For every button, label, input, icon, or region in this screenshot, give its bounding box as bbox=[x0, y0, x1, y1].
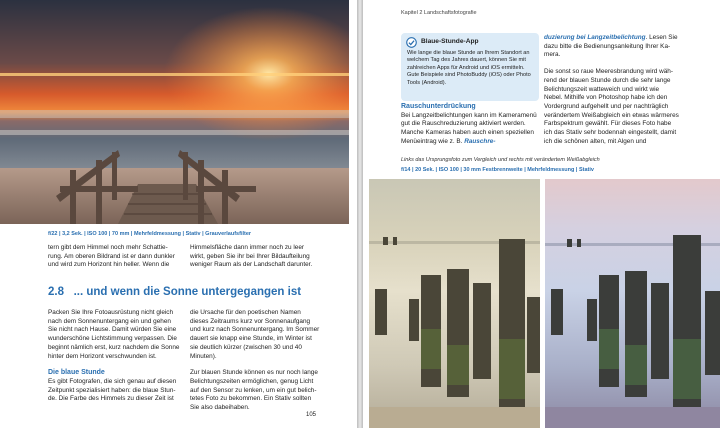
sunset-boardwalk-image bbox=[0, 0, 349, 224]
blue-hour-subheading: Die blaue Stunde bbox=[48, 369, 105, 377]
body-col-2 bbox=[190, 309, 321, 421]
intro-col-1: tern gibt dem Himmel noch mehr Schattierung. Am oberen Bildrand ist er dann dunkler und wird zum Horizont hin heller. Wenn die bbox=[48, 244, 175, 269]
rausch-emphasis: Rauschre- bbox=[464, 137, 496, 145]
rausch-text: Bei Langzeitbelichtungen kann im Kameramenü gut die Rauschreduzierung aktiviert werden. Manche Kameras haben auch einen speziellen Menüeintrag wie z. B. bbox=[401, 111, 537, 145]
comparison-caption-italic: Links das Ursprungsfoto zum Vergleich und rechts mit verändertem Weißabgleich bbox=[401, 157, 600, 163]
body-col1-para2: Es gibt Fotografen, die sich genau auf diesen Zeitpunkt spezialisiert haben: die blaue Stunde. Die Farbe des Himmels zu dieser Zeit ist bbox=[48, 377, 177, 403]
body-col1-para1: Packen Sie Ihre Fotoausrüstung nicht gleich nach dem Sonnenuntergang ein und gehen Sie nicht nach Hause. Damit würden Sie eine wunderschöne Lichtstimmung verpassen. Die beginnt nämlich erst, kurz nachdem die Sonne hinter dem Horizont verschwunden ist. bbox=[48, 309, 180, 360]
box-text: Wie lange die blaue Stunde an Ihrem Standort an welchem Tag des Jahres dauert, können Sie mit zahlreichen Apps für Android und iOS ermitteln. Gute Beispiele sind PhotoBuddy (iOS) oder Photo Tools (Android). bbox=[407, 49, 531, 86]
body-col2-para2: Zur blauen Stunde können es nur noch lange Belichtungszeiten ermöglichen, genug Licht auf den Sensor zu lenken, um ein gut belichtetes Foto zu bekommen. Ein Stativ sollten Sie also dabeihaben. bbox=[190, 369, 318, 412]
blue-hour-app-box bbox=[401, 33, 539, 101]
intro-col-2: Himmelsfläche dann immer noch zu leer wirkt, geben Sie ihr bei Ihrer Bildaufteilung weniger Raum als der Landschaft darunter. bbox=[190, 244, 313, 269]
checkmark-icon bbox=[406, 37, 417, 48]
right-column-text bbox=[544, 34, 679, 154]
box-title: Blaue-Stunde-App bbox=[421, 38, 479, 45]
rausch-heading: Rauschunterdrückung bbox=[401, 103, 476, 110]
right-page bbox=[363, 0, 720, 428]
groynes-original-image bbox=[369, 179, 540, 428]
groynes-photo-caption: f/14 | 20 Sek. | ISO 100 | 30 mm Festbrennweite | Mehrfeldmessung | Stativ bbox=[401, 167, 594, 173]
page-number-left: 105 bbox=[306, 412, 317, 418]
groynes-adjusted-image bbox=[545, 179, 720, 428]
section-heading bbox=[48, 286, 301, 298]
body-col2-para1: die Ursache für den poetischen Namen dieses Zeitraums kurz vor Sonnenaufgang und kurz nach Sonnenuntergang. Im Sommer dauert sie knapp eine Stunde, im Winter ist sie deutlich kürzer (zwischen 30 und 40 Minuten). bbox=[190, 309, 320, 360]
right-col-text1: . Lesen Sie dazu bitte die Bedienungsanleitung Ihrer Kamera. bbox=[544, 34, 678, 59]
rausch-section bbox=[401, 103, 537, 147]
right-col-para1 bbox=[544, 34, 679, 60]
section-number: 2.8 bbox=[48, 286, 64, 298]
groynes-photo-original bbox=[369, 179, 540, 428]
right-col-emphasis: duzierung bei Langzeitbelichtung bbox=[544, 34, 646, 41]
sunset-photo-caption: f/22 | 3,2 Sek. | ISO 100 | 70 mm | Mehrfeldmessung | Stativ | Grauverlaufsfilter bbox=[48, 231, 252, 237]
right-col-para2: Die sonst so raue Meeresbrandung wird während der blauen Stunde durch die sehr lange Belichtungszeit watteweich und wirkt wie Nebel. Mithilfe von Photoshop habe ich den Vordergrund aufgehellt und per nachträglich verändertem Weißabgleich ein etwas wärmeres Farbspektrum gewählt. Für dieses Foto habe ich das Stativ sehr bodennah eingestellt, damit ich die schönen alten, mit Algen und bbox=[544, 68, 679, 145]
groynes-photo-adjusted bbox=[545, 179, 720, 428]
section-title: ... und wenn die Sonne untergegangen ist bbox=[73, 286, 302, 298]
left-page bbox=[0, 0, 357, 428]
running-header: Kapitel 2 Landschaftsfotografie bbox=[401, 10, 477, 16]
body-col-1 bbox=[48, 309, 181, 412]
sunset-boardwalk-photo bbox=[0, 0, 349, 224]
